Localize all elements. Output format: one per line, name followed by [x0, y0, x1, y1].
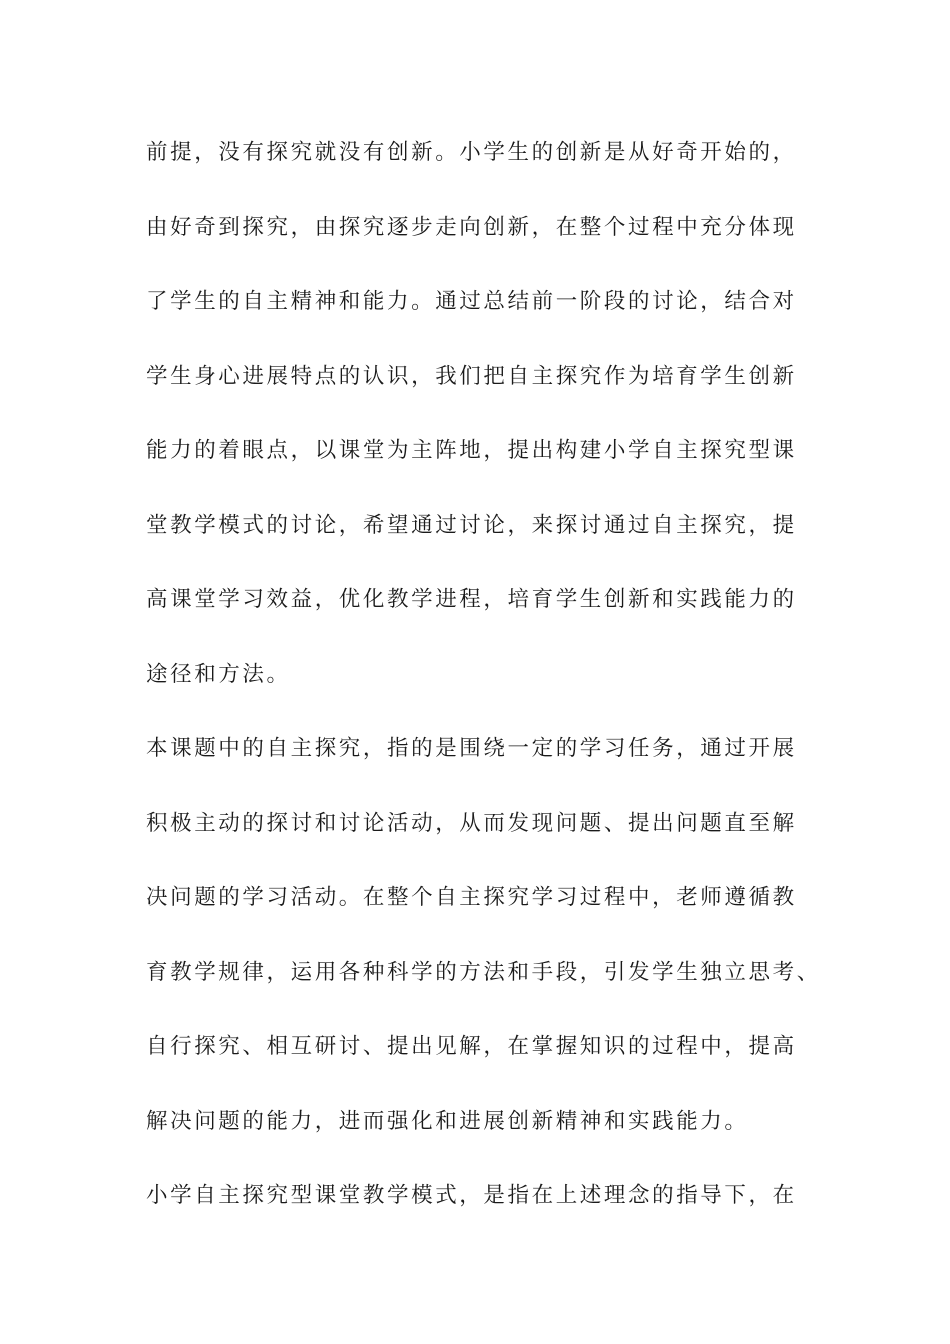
text-line: 了学生的自主精神和能力。通过总结前一阶段的讨论，结合对 — [146, 289, 797, 314]
text-line: 小学自主探究型课堂教学模式，是指在上述理念的指导下，在 — [146, 1183, 797, 1208]
text-line: 积极主动的探讨和讨论活动，从而发现问题、提出问题直至解 — [146, 810, 797, 836]
text-line: 前提，没有探究就没有创新。小学生的创新是从好奇开始的， — [146, 140, 797, 165]
text-line: 本课题中的自主探究，指的是围绕一定的学习任务，通过开展 — [146, 736, 797, 761]
text-line: 解决问题的能力，进而强化和进展创新精神和实践能力。 — [146, 1108, 749, 1134]
text-line: 由好奇到探究，由探究逐步走向创新，在整个过程中充分体现 — [146, 214, 797, 240]
text-line: 自行探究、相互研讨、提出见解，在掌握知识的过程中，提高 — [146, 1034, 797, 1059]
text-line: 能力的着眼点，以课堂为主阵地，提出构建小学自主探究型课 — [146, 438, 797, 463]
text-line: 学生身心进展特点的认识，我们把自主探究作为培育学生创新 — [146, 363, 797, 389]
document-body — [146, 132, 826, 1250]
text-line: 高课堂学习效益，优化教学进程，培育学生创新和实践能力的 — [146, 587, 797, 612]
text-line: 堂教学模式的讨论，希望通过讨论，来探讨通过自主探究，提 — [146, 512, 797, 538]
text-line: 途径和方法。 — [146, 661, 291, 687]
text-line: 决问题的学习活动。在整个自主探究学习过程中，老师遵循教 — [146, 885, 797, 910]
text-line: 育教学规律，运用各种科学的方法和手段，引发学生独立思考、 — [146, 959, 821, 985]
